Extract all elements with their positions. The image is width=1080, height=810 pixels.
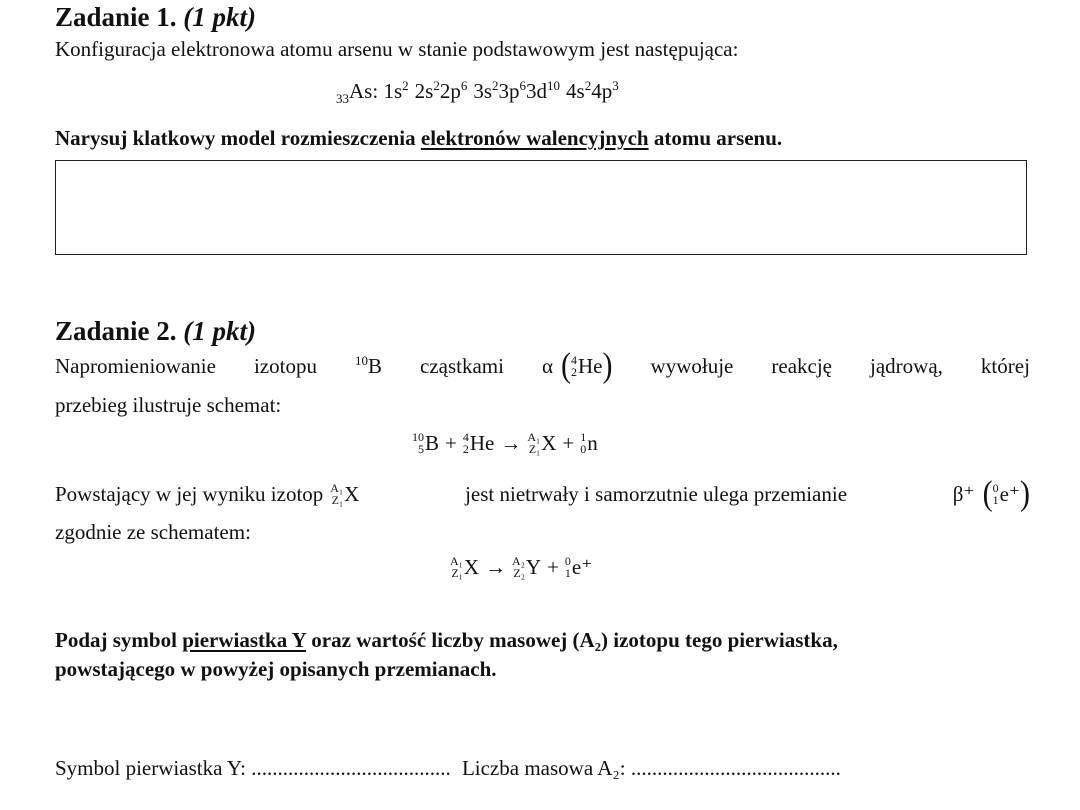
positron-mass: 0 <box>992 481 999 495</box>
orbital-2p: $2p^6$ <box>439 78 468 103</box>
beta-plus <box>952 474 1030 513</box>
eq1-helium-mass: 4 <box>462 430 469 444</box>
word-izotopu: izotopu <box>253 353 317 378</box>
orbital-4p: $4p^3$ <box>591 78 619 103</box>
question-start: Podaj symbol <box>55 628 183 652</box>
beta-plus-symbol: β⁺ <box>952 481 975 506</box>
eq2-y-z: Z₂ <box>513 566 525 580</box>
task1-instruction <box>55 126 782 151</box>
nuclear-equation-1 <box>412 425 598 461</box>
orbital-4s: $4s^2$ <box>566 78 592 103</box>
helium-z: 2 <box>571 365 578 379</box>
helium-nuclide-inline <box>571 354 603 379</box>
right-paren-2: ) <box>1019 474 1030 513</box>
task2-answer-line <box>55 756 841 781</box>
word-wywoluje: wywołuje <box>650 353 734 378</box>
task2-line4: zgodnie ze schematem: <box>55 520 251 544</box>
eq1-neutron-z: 0 <box>580 442 587 456</box>
line3-start <box>55 482 359 507</box>
word-napromieniowanie: Napromieniowanie <box>55 353 216 378</box>
helium-mass: 4 <box>571 353 578 367</box>
positron-symbol: e⁺ <box>999 481 1020 506</box>
eq1-neutron-mass: 1 <box>580 430 587 444</box>
word-reakcje: reakcję <box>771 353 832 378</box>
arsenic-symbol: As <box>349 79 373 103</box>
helium-symbol: He <box>578 353 603 378</box>
line3-x-nuclide <box>330 482 359 507</box>
boron10-inline <box>355 353 382 379</box>
eq2-x-mass: A₁ <box>450 554 463 568</box>
eq2-positron <box>565 555 592 580</box>
eq2-x-symbol: X <box>463 554 480 579</box>
orbital-list <box>383 79 618 103</box>
task2-line3 <box>55 474 1030 514</box>
word-ktorej: której <box>980 353 1030 378</box>
task2-line2: przebieg ilustruje schemat: <box>55 393 282 417</box>
eq2-positron-z: 1 <box>564 566 571 580</box>
task2-title <box>55 316 256 347</box>
eq1-x-mass: A₁ <box>527 430 541 444</box>
answer-mass-field[interactable]: ........................................ <box>630 756 841 780</box>
answer-symbol-label: Symbol pierwiastka Y: <box>55 756 252 780</box>
left-paren: ( <box>561 346 572 385</box>
eq1-plus-2: + <box>562 430 575 455</box>
question-end: oraz wartość liczby masowej (A₂) izotopu tego pierwiastka, <box>306 628 838 652</box>
task2-title-points: (1 pkt) <box>183 316 257 346</box>
eq1-x-symbol: X <box>541 430 557 455</box>
word-czastkami: cząstkami <box>420 353 504 378</box>
line3-x-symbol: X <box>344 481 360 506</box>
eq2-plus: + <box>547 554 559 579</box>
task1-title-points: (1 pkt) <box>183 2 257 32</box>
positron-inline <box>993 482 1020 507</box>
eq2-x-z: Z₁ <box>451 566 463 580</box>
eq1-plus-1: + <box>445 430 457 455</box>
eq1-helium <box>463 431 495 456</box>
eq2-x <box>450 555 479 580</box>
eq1-boron-mass: 10 <box>412 430 424 444</box>
eq1-helium-symbol: He <box>469 430 495 455</box>
eq1-boron <box>412 431 439 456</box>
eq2-arrow: → <box>485 554 507 579</box>
task1-instruction-start: Narysuj klatkowy model rozmieszczenia <box>55 126 421 150</box>
answer-mass-label: Liczba masowa A₂: <box>461 756 631 780</box>
eq2-positron-mass: 0 <box>564 554 571 568</box>
boron10-mass: 10 <box>354 353 368 368</box>
config-separator: : <box>372 79 379 103</box>
line3-x-z: Z₁ <box>331 493 344 507</box>
eq1-boron-z: 5 <box>418 442 424 456</box>
eq2-y <box>512 555 541 580</box>
word-jadrowa: jądrową, <box>870 353 943 378</box>
question-underlined: pierwiastka Y <box>182 628 307 652</box>
eq2-positron-symbol: e⁺ <box>571 554 593 579</box>
eq1-x <box>527 431 556 456</box>
task2-title-number: Zadanie 2. <box>55 316 177 346</box>
task1-title-number: Zadanie 1. <box>55 2 177 32</box>
eq1-neutron-symbol: n <box>587 430 598 455</box>
eq2-y-mass: A₂ <box>512 554 525 568</box>
boron10-symbol: B <box>367 354 382 378</box>
eq1-neutron <box>580 431 598 456</box>
orbital-3s: $3s^2$ <box>473 78 499 103</box>
eq1-helium-z: 2 <box>462 442 469 456</box>
alpha-symbol: α <box>542 353 554 378</box>
task2-question-line2: powstającego w powyżej opisanych przemianach. <box>55 657 497 681</box>
line3-text-end: jest nietrwały i samorzutnie ulega przemianie <box>465 481 848 506</box>
arsenic-atomic-number: 33 <box>336 91 349 107</box>
eq2-y-symbol: Y <box>525 554 542 579</box>
left-paren-2: ( <box>982 474 993 513</box>
task1-instruction-end: atomu arsenu. <box>648 126 783 150</box>
eq1-arrow: → <box>500 430 522 455</box>
right-paren: ) <box>602 346 613 385</box>
alpha-particle <box>542 346 613 385</box>
task2-line1 <box>55 346 1030 386</box>
answer-symbol-field[interactable]: ...................................... <box>251 756 451 780</box>
eq1-boron-symbol: B <box>425 430 440 455</box>
eq1-x-z: Z₁ <box>528 442 541 456</box>
line3-text-start: Powstający w jej wyniku izotop <box>55 481 324 506</box>
nuclear-equation-2 <box>450 549 592 585</box>
arsenic-configuration <box>336 78 619 107</box>
orbital-1s: $1s^2$ <box>383 78 409 103</box>
task1-instruction-underlined: elektronów walencyjnych <box>420 126 649 150</box>
task1-title <box>55 2 256 33</box>
task1-intro: Konfiguracja elektronowa atomu arsenu w stanie podstawowym jest następująca: <box>55 37 739 61</box>
line3-x-mass: A₁ <box>330 481 344 495</box>
orbital-2s: $2s^2$ <box>414 78 440 103</box>
positron-z: 1 <box>992 493 999 507</box>
orbital-3p: $3p^6$ <box>498 78 526 103</box>
task1-answer-box[interactable] <box>55 160 1027 255</box>
task2-question <box>55 628 838 653</box>
orbital-3d: $3d^{10}$ <box>526 78 560 103</box>
